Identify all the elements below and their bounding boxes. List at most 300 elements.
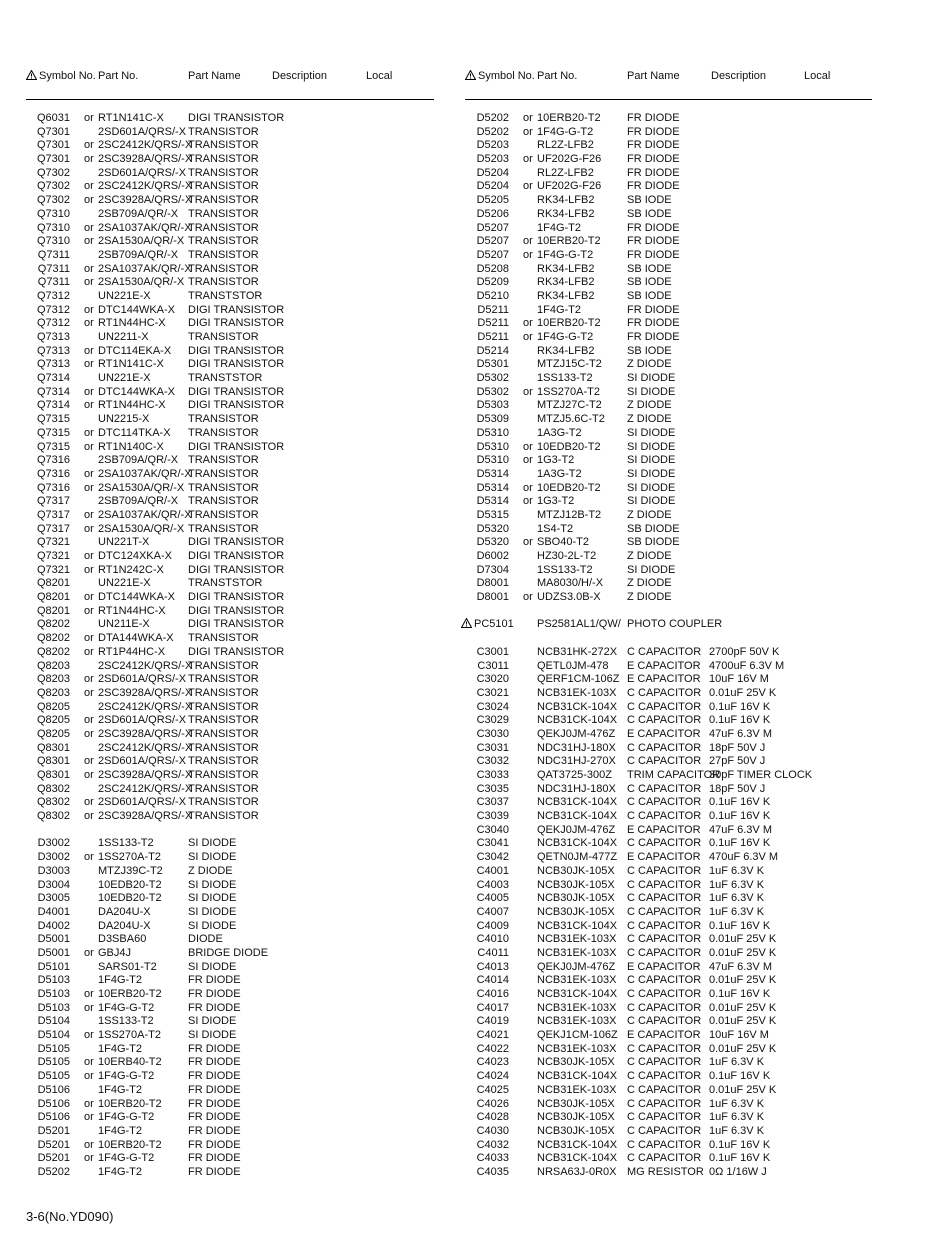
part-name: FR DIODE — [188, 1152, 241, 1165]
part-row — [26, 427, 436, 441]
local-header: Local — [804, 70, 831, 82]
part-no: 2SA1037AK/QR/-X — [98, 262, 192, 275]
or-marker: or — [84, 946, 94, 959]
symbol-no: D5201 — [37, 1124, 70, 1137]
part-row — [26, 1070, 436, 1084]
part-row — [465, 468, 875, 482]
or-marker: or — [84, 673, 94, 686]
part-no: NCB31CK-104X — [537, 988, 618, 1000]
part-name: Z DIODE — [627, 358, 672, 371]
part-no: QEKJ0JM-476Z — [537, 960, 616, 973]
part-no: NCB31CK-104X — [537, 810, 618, 823]
part-name: C CAPACITOR — [627, 741, 702, 754]
description: 0.1uF 16V K — [709, 810, 771, 823]
part-no: 10EDB20-T2 — [98, 878, 162, 891]
parts-list-right — [465, 112, 875, 1180]
part-no: NCB31EK-103X — [537, 1083, 617, 1096]
symbol-no: D5205 — [476, 194, 509, 207]
part-no: NCB30JK-105X — [537, 1111, 615, 1124]
part-name: TRANSISTOR — [188, 686, 259, 699]
part-row — [26, 482, 436, 496]
symbol-no: D5103 — [37, 1001, 70, 1014]
symbol-no: Q8205 — [36, 700, 70, 713]
part-no: NCB31CK-104X — [537, 700, 618, 713]
or-marker: or — [84, 810, 94, 823]
parts-column-right — [465, 68, 875, 1178]
description: 2700pF 50V K — [709, 645, 780, 658]
part-row — [26, 1029, 436, 1043]
description: 0.01uF 25V K — [709, 1001, 777, 1014]
part-row — [465, 810, 875, 824]
part-row — [465, 249, 875, 263]
symbol-no: Q8302 — [36, 810, 70, 823]
part-name: C CAPACITOR — [627, 1097, 702, 1110]
part-row — [465, 687, 875, 701]
symbol-no: D5105 — [37, 1070, 70, 1083]
part-no: MTZJ12B-T2 — [537, 508, 602, 521]
part-name: FR DIODE — [188, 1042, 241, 1055]
symbol-no: D5104 — [37, 1015, 70, 1028]
part-no: 2SC3928A/QRS/-X — [98, 727, 193, 740]
part-name: SI DIODE — [627, 481, 676, 494]
description: 0.01uF 25V K — [709, 974, 777, 987]
symbol-no: Q8205 — [36, 727, 70, 740]
part-no: 1F4G-T2 — [98, 1165, 143, 1178]
part-no: MTZJ15C-T2 — [537, 358, 602, 371]
description: 0.1uF 16V K — [709, 796, 771, 809]
part-row — [26, 1043, 436, 1057]
description: 30pF TIMER CLOCK — [709, 769, 813, 781]
symbol-no: D5315 — [476, 508, 509, 521]
part-row — [465, 454, 875, 468]
part-name: PHOTO COUPLER — [627, 618, 723, 631]
symbol-no: D5202 — [37, 1165, 70, 1178]
part-name: DIGI TRANSISTOR — [188, 112, 285, 124]
part-name: TRANSISTOR — [188, 235, 259, 248]
part-name: Z DIODE — [188, 864, 233, 877]
part-no: 2SC2412K/QRS/-X — [98, 782, 193, 795]
part-no: 2SC3928A/QRS/-X — [98, 686, 193, 699]
description: 0.01uF 25V K — [709, 1083, 777, 1096]
part-row — [465, 180, 875, 194]
or-marker: or — [84, 755, 94, 768]
part-row — [465, 222, 875, 236]
part-no: NCB31CK-104X — [537, 1138, 618, 1151]
description: 10uF 16V M — [709, 1029, 769, 1042]
part-row — [465, 139, 875, 153]
part-no: MA8030/H/-X — [537, 577, 604, 590]
symbol-no: D5310 — [476, 454, 509, 467]
part-no: 2SA1530A/QR/-X — [98, 522, 185, 535]
symbol-no: D5203 — [476, 153, 509, 166]
header-divider-left — [26, 99, 434, 100]
symbol-no: Q6031 — [36, 112, 70, 124]
description-header: Description — [711, 70, 767, 82]
part-no: 1F4G-G-T2 — [98, 1070, 155, 1083]
symbol-no: D5303 — [476, 399, 509, 412]
part-no: NDC31HJ-180X — [537, 782, 616, 795]
part-row — [26, 920, 436, 934]
symbol-no: C3030 — [476, 727, 509, 740]
symbol-no: C3033 — [476, 769, 509, 781]
part-row — [26, 208, 436, 222]
part-row — [465, 742, 875, 756]
part-no: MTZJ27C-T2 — [537, 399, 602, 412]
or-marker: or — [84, 714, 94, 727]
part-row — [26, 961, 436, 975]
part-no: 1S4-T2 — [537, 522, 574, 535]
part-row — [465, 1070, 875, 1084]
part-no: DTC144WKA-X — [98, 385, 176, 398]
or-marker: or — [84, 221, 94, 234]
or-marker: or — [84, 467, 94, 480]
or-marker: or — [84, 440, 94, 453]
part-name: C CAPACITOR — [627, 700, 702, 713]
description: 0.1uF 16V K — [709, 700, 771, 713]
part-name-header: Part Name — [627, 70, 680, 82]
part-no: 2SD601A/QRS/-X — [98, 673, 187, 686]
part-no: 10ERB20-T2 — [537, 235, 601, 248]
symbol-no: C3001 — [476, 645, 509, 658]
part-name: DIGI TRANSISTOR — [188, 440, 285, 453]
part-row — [465, 1152, 875, 1166]
or-marker: or — [84, 727, 94, 740]
part-name: FR DIODE — [627, 221, 680, 234]
part-name: SI DIODE — [188, 851, 237, 864]
description: 0.01uF 25V K — [709, 933, 777, 946]
or-marker: or — [523, 495, 533, 508]
part-no: 2SA1037AK/QR/-X — [98, 508, 192, 521]
part-row — [465, 536, 875, 550]
part-no: 2SC3928A/QRS/-X — [98, 194, 193, 207]
or-marker: or — [523, 125, 533, 138]
part-name: TRANSISTOR — [188, 727, 259, 740]
symbol-no: Q8302 — [36, 782, 70, 795]
part-no: UN221E-X — [98, 372, 151, 385]
part-no: RT1N44HC-X — [98, 399, 166, 412]
part-name: E CAPACITOR — [627, 659, 701, 672]
part-row — [465, 358, 875, 372]
part-row — [465, 413, 875, 427]
symbol-no: C3029 — [476, 714, 509, 727]
part-row — [465, 1084, 875, 1098]
part-row — [26, 1098, 436, 1112]
part-row — [26, 892, 436, 906]
part-row — [465, 646, 875, 660]
page-footer: 3-6(No.YD090) — [26, 1209, 114, 1224]
symbol-no: C4026 — [476, 1097, 509, 1110]
part-no: 1F4G-T2 — [98, 1124, 143, 1137]
description: 47uF 6.3V M — [709, 727, 772, 740]
part-row — [465, 577, 875, 591]
part-row — [465, 920, 875, 934]
part-row — [26, 372, 436, 386]
symbol-no: Q7311 — [37, 248, 70, 261]
part-no: UF202G-F26 — [537, 153, 602, 166]
symbol-no: C4009 — [476, 919, 509, 932]
part-row — [465, 961, 875, 975]
part-name: TRANSISTOR — [188, 467, 259, 480]
symbol-no: C3039 — [476, 810, 509, 823]
symbol-no: D5310 — [476, 440, 509, 453]
part-row — [26, 851, 436, 865]
symbol-no: D4001 — [37, 905, 70, 918]
part-row — [26, 974, 436, 988]
part-row — [465, 851, 875, 865]
part-no: 1SS270A-T2 — [537, 385, 600, 398]
part-row — [26, 167, 436, 181]
part-no: 10EDB20-T2 — [537, 440, 601, 453]
part-row — [26, 276, 436, 290]
part-name: FR DIODE — [188, 1124, 241, 1137]
part-name: MG RESISTOR — [627, 1165, 704, 1178]
part-no: 2SB709A/QR/-X — [98, 454, 179, 467]
part-row — [26, 837, 436, 851]
symbol-no: Q7313 — [36, 331, 70, 343]
part-row — [26, 618, 436, 632]
part-row — [26, 112, 436, 126]
part-name: SB IODE — [627, 344, 672, 357]
part-name: C CAPACITOR — [627, 1111, 702, 1124]
part-row — [26, 687, 436, 701]
part-no: RK34-LFB2 — [537, 344, 595, 357]
description: 27pF 50V J — [709, 755, 766, 768]
part-name: Z DIODE — [627, 577, 672, 590]
part-no: NCB31EK-103X — [537, 1042, 617, 1055]
or-marker: or — [84, 769, 94, 781]
description: 0Ω 1/16W J — [709, 1165, 767, 1178]
part-name: SB IODE — [627, 262, 672, 275]
symbol-no: Q7321 — [36, 536, 70, 549]
symbol-no: C4030 — [476, 1124, 509, 1137]
symbol-no: D7304 — [476, 563, 509, 576]
part-name: TRANSISTOR — [188, 413, 259, 426]
description-header: Description — [272, 70, 328, 82]
part-row — [26, 728, 436, 742]
part-row — [26, 673, 436, 687]
or-marker: or — [84, 632, 94, 645]
part-name: C CAPACITOR — [627, 837, 702, 850]
part-row — [465, 728, 875, 742]
symbol-no: D5104 — [37, 1029, 70, 1042]
part-row — [465, 783, 875, 797]
part-row — [465, 947, 875, 961]
description: 1uF 6.3V K — [709, 1124, 765, 1137]
symbol-no: Q7314 — [36, 372, 70, 385]
symbol-no: D5106 — [37, 1097, 70, 1110]
symbol-no: Q7315 — [36, 440, 70, 453]
part-no: DTC144WKA-X — [98, 591, 176, 604]
description: 0.1uF 16V K — [709, 988, 771, 1000]
or-marker: or — [84, 385, 94, 398]
part-row — [26, 577, 436, 591]
or-marker: or — [523, 317, 533, 330]
part-name: SB IODE — [627, 194, 672, 207]
or-marker: or — [84, 1152, 94, 1165]
part-row — [465, 112, 875, 126]
part-no: 1F4G-T2 — [98, 1083, 143, 1096]
description: 0.01uF 25V K — [709, 686, 777, 699]
symbol-no: D5001 — [37, 946, 70, 959]
symbol-no: C3041 — [476, 837, 509, 850]
part-name: DIGI TRANSISTOR — [188, 358, 285, 371]
part-no: 2SB709A/QR/-X — [98, 207, 179, 220]
part-name: SI DIODE — [627, 426, 676, 439]
or-marker: or — [523, 153, 533, 166]
part-no: NCB31EK-103X — [537, 946, 617, 959]
part-name: SB DIODE — [627, 536, 680, 549]
part-no: 1F4G-G-T2 — [537, 125, 594, 138]
part-row — [26, 564, 436, 578]
part-name: C CAPACITOR — [627, 892, 702, 905]
symbol-no: D5320 — [476, 536, 509, 549]
part-row — [26, 222, 436, 236]
part-name: SI DIODE — [188, 919, 237, 932]
part-row — [26, 742, 436, 756]
part-name: E CAPACITOR — [627, 960, 701, 973]
description: 4700uF 6.3V M — [709, 659, 785, 672]
symbol-no: D6002 — [476, 550, 509, 562]
description: 1uF 6.3V K — [709, 905, 765, 918]
part-name: Z DIODE — [627, 508, 672, 521]
part-no: 2SC3928A/QRS/-X — [98, 810, 193, 823]
part-no: RK34-LFB2 — [537, 207, 595, 220]
or-marker: or — [523, 481, 533, 494]
part-name: BRIDGE DIODE — [188, 946, 269, 959]
part-no: RT1N242C-X — [98, 563, 164, 576]
or-marker: or — [523, 235, 533, 248]
part-name: TRANSISTOR — [188, 673, 259, 686]
symbol-no: Q7317 — [36, 508, 70, 521]
symbol-no: D5214 — [476, 344, 509, 357]
symbol-no: D5314 — [476, 481, 509, 494]
part-name: TRANSISTOR — [188, 741, 259, 754]
column-header — [465, 68, 875, 92]
part-row — [465, 386, 875, 400]
part-no: 1SS270A-T2 — [98, 1029, 161, 1042]
part-row — [465, 1056, 875, 1070]
part-name: SI DIODE — [188, 1015, 237, 1028]
part-row — [465, 769, 875, 783]
part-no: NCB30JK-105X — [537, 905, 615, 918]
part-no: 2SA1530A/QR/-X — [98, 235, 185, 248]
symbol-no: C3011 — [477, 659, 509, 672]
part-name: DIGI TRANSISTOR — [188, 303, 285, 316]
part-no: SARS01-T2 — [98, 960, 157, 973]
symbol-no: Q7312 — [36, 303, 70, 316]
symbol-no: Q7314 — [36, 399, 70, 412]
part-row — [465, 1043, 875, 1057]
part-no: GBJ4J — [98, 946, 132, 959]
part-row — [465, 564, 875, 578]
description: 0.01uF 25V K — [709, 1042, 777, 1055]
part-no: 1F4G-T2 — [98, 974, 143, 987]
part-row — [26, 783, 436, 797]
symbol-no: Q7301 — [36, 139, 70, 152]
part-name: DIGI TRANSISTOR — [188, 563, 285, 576]
or-marker: or — [84, 1070, 94, 1083]
part-row — [465, 304, 875, 318]
part-row — [26, 1152, 436, 1166]
part-name: C CAPACITOR — [627, 1015, 702, 1028]
part-no: 2SB709A/QR/-X — [98, 248, 179, 261]
symbol-no: D4002 — [37, 919, 70, 932]
part-row — [26, 126, 436, 140]
description: 0.1uF 16V K — [709, 1138, 771, 1151]
symbol-no: D5101 — [37, 960, 70, 973]
symbol-no: D5202 — [476, 125, 509, 138]
symbol-no: D5301 — [476, 358, 509, 371]
or-marker: or — [84, 139, 94, 152]
or-marker: or — [84, 112, 94, 124]
part-no: RL2Z-LFB2 — [537, 166, 594, 179]
part-no: 2SA1037AK/QR/-X — [98, 467, 192, 480]
symbol-no: C4021 — [476, 1029, 509, 1042]
part-name: TRANSISTOR — [188, 769, 259, 781]
part-name: FR DIODE — [188, 1056, 241, 1069]
part-no: 1F4G-G-T2 — [537, 331, 594, 343]
part-name: TRANSISTOR — [188, 481, 259, 494]
part-no: NCB30JK-105X — [537, 1124, 615, 1137]
part-no: QETN0JM-477Z — [537, 851, 618, 864]
or-marker: or — [84, 358, 94, 371]
part-row — [465, 824, 875, 838]
symbol-no: Q8202 — [36, 645, 70, 658]
symbol-no: D5105 — [37, 1042, 70, 1055]
part-name: FR DIODE — [188, 1138, 241, 1151]
or-marker: or — [84, 522, 94, 535]
description: 470uF 6.3V M — [709, 851, 779, 864]
part-no: HZ30-2L-T2 — [537, 550, 597, 562]
part-row — [26, 194, 436, 208]
row-spacer — [465, 605, 875, 619]
part-name: TRANSISTOR — [188, 782, 259, 795]
symbol-no: D5314 — [476, 495, 509, 508]
part-name: TRANSISTOR — [188, 125, 259, 138]
part-no: QEKJ1CM-106Z — [537, 1029, 618, 1042]
symbol-no: Q7313 — [36, 344, 70, 357]
part-row — [26, 441, 436, 455]
symbol-no: D5310 — [476, 426, 509, 439]
part-name: DIGI TRANSISTOR — [188, 618, 285, 631]
part-name: SI DIODE — [188, 892, 237, 905]
warning-icon — [461, 618, 472, 628]
part-row — [26, 304, 436, 318]
symbol-no: Q7311 — [37, 276, 70, 289]
symbol-no: D5209 — [476, 276, 509, 289]
symbol-no: D5302 — [476, 372, 509, 385]
symbol-no: Q7313 — [36, 358, 70, 371]
part-no: RT1N44HC-X — [98, 604, 166, 617]
part-name: DIGI TRANSISTOR — [188, 604, 285, 617]
part-name: TRANSISTOR — [188, 508, 259, 521]
part-no: MTZJ5.6C-T2 — [537, 413, 605, 426]
part-no: 1F4G-G-T2 — [98, 1152, 155, 1165]
or-marker: or — [523, 591, 533, 604]
part-row — [465, 988, 875, 1002]
or-marker: or — [84, 1029, 94, 1042]
part-name: C CAPACITOR — [627, 1070, 702, 1083]
part-row — [26, 947, 436, 961]
part-name: FR DIODE — [627, 248, 680, 261]
symbol-no: Q7317 — [36, 495, 70, 508]
part-name: SI DIODE — [188, 878, 237, 891]
symbol-no: D3002 — [37, 837, 70, 850]
or-marker: or — [84, 481, 94, 494]
part-no: 1G3-T2 — [537, 495, 575, 508]
part-row — [465, 892, 875, 906]
symbol-no: D8001 — [476, 591, 509, 604]
